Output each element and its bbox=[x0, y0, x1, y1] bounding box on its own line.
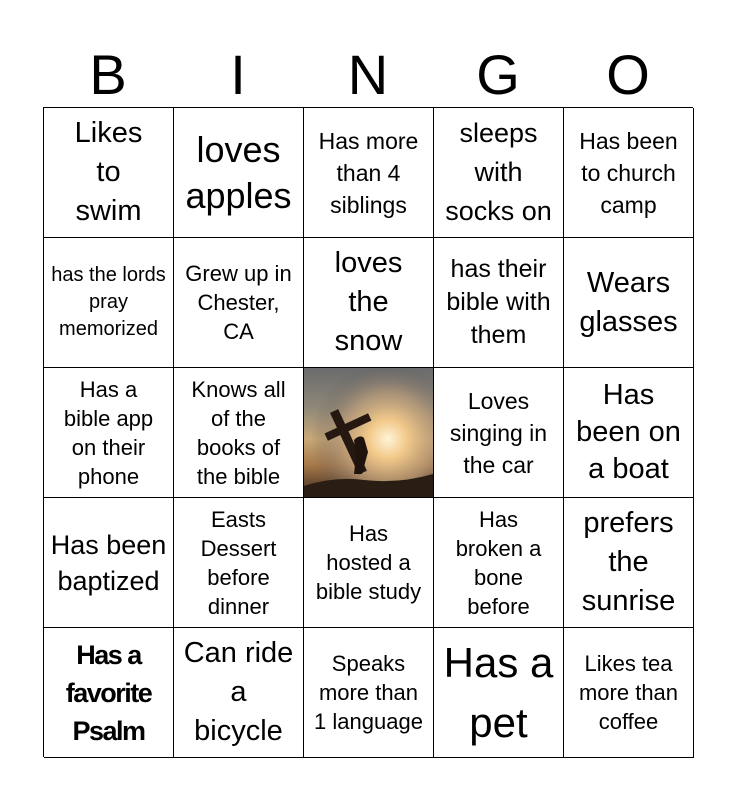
cross-silhouette-icon bbox=[304, 368, 433, 497]
header-letter-n: N bbox=[347, 43, 389, 106]
bingo-cell[interactable] bbox=[434, 108, 564, 238]
bingo-cell[interactable] bbox=[564, 238, 694, 368]
cell-text: Has hosted a bible study bbox=[315, 521, 422, 604]
free-space[interactable] bbox=[304, 368, 434, 498]
header-letter-b: B bbox=[89, 43, 127, 106]
bingo-cell[interactable] bbox=[174, 368, 304, 498]
bingo-cell[interactable] bbox=[564, 368, 694, 498]
bingo-cell[interactable] bbox=[564, 108, 694, 238]
cell-text: Knows all of the books of the bible bbox=[191, 376, 286, 489]
bingo-header bbox=[43, 42, 693, 108]
bingo-cell[interactable] bbox=[44, 368, 174, 498]
bingo-cell[interactable] bbox=[174, 238, 304, 368]
cell-text: loves the snow bbox=[334, 247, 403, 357]
header-letter-g: G bbox=[476, 43, 520, 106]
cell-text: has their bible with them bbox=[446, 255, 551, 349]
bingo-grid bbox=[43, 107, 693, 757]
bingo-cell[interactable] bbox=[434, 498, 564, 628]
bingo-cell[interactable] bbox=[304, 238, 434, 368]
cell-text: loves apples bbox=[185, 128, 292, 216]
cell-text: Has a bible app on their phone bbox=[63, 376, 154, 489]
cell-text: Easts Dessert before dinner bbox=[200, 506, 277, 619]
bingo-cell[interactable] bbox=[174, 108, 304, 238]
cell-text: Can ride a bicycle bbox=[183, 637, 294, 747]
bingo-cell[interactable] bbox=[174, 498, 304, 628]
cell-text: Has a pet bbox=[443, 638, 554, 746]
bingo-cell[interactable] bbox=[174, 628, 304, 758]
bingo-cell[interactable] bbox=[434, 238, 564, 368]
header-letter-o: O bbox=[606, 43, 650, 106]
cell-text: Has been to church camp bbox=[579, 127, 678, 218]
cell-text: sleeps with socks on bbox=[445, 118, 552, 226]
cell-text: Has a favorite Psalm bbox=[65, 639, 152, 746]
bingo-cell[interactable] bbox=[304, 108, 434, 238]
cell-text: has the lords pray memorized bbox=[51, 264, 166, 340]
header-letter-i: I bbox=[230, 43, 246, 106]
cell-text: Has more than 4 siblings bbox=[318, 127, 419, 218]
cell-text: Speaks more than 1 language bbox=[314, 651, 423, 734]
bingo-cell[interactable] bbox=[44, 108, 174, 238]
cell-text: Has been on a boat bbox=[576, 379, 681, 485]
cell-text: Grew up in Chester, CA bbox=[185, 261, 292, 344]
cell-text: Wears glasses bbox=[579, 266, 678, 338]
cell-text: prefers the sunrise bbox=[581, 507, 676, 617]
bingo-cell[interactable] bbox=[434, 628, 564, 758]
cell-text: Likes to swim bbox=[74, 117, 143, 227]
cell-text: Loves singing in the car bbox=[449, 387, 548, 478]
cell-text: Has broken a bone before bbox=[455, 506, 542, 619]
cell-text: Has been baptized bbox=[50, 529, 167, 596]
bingo-cell[interactable] bbox=[304, 628, 434, 758]
cell-text: Likes tea more than coffee bbox=[578, 651, 679, 734]
bingo-cell[interactable] bbox=[304, 498, 434, 628]
bingo-cell[interactable] bbox=[44, 498, 174, 628]
bingo-cell[interactable] bbox=[564, 498, 694, 628]
bingo-cell[interactable] bbox=[434, 368, 564, 498]
bingo-cell[interactable] bbox=[564, 628, 694, 758]
bingo-cell[interactable] bbox=[44, 628, 174, 758]
bingo-cell[interactable] bbox=[44, 238, 174, 368]
